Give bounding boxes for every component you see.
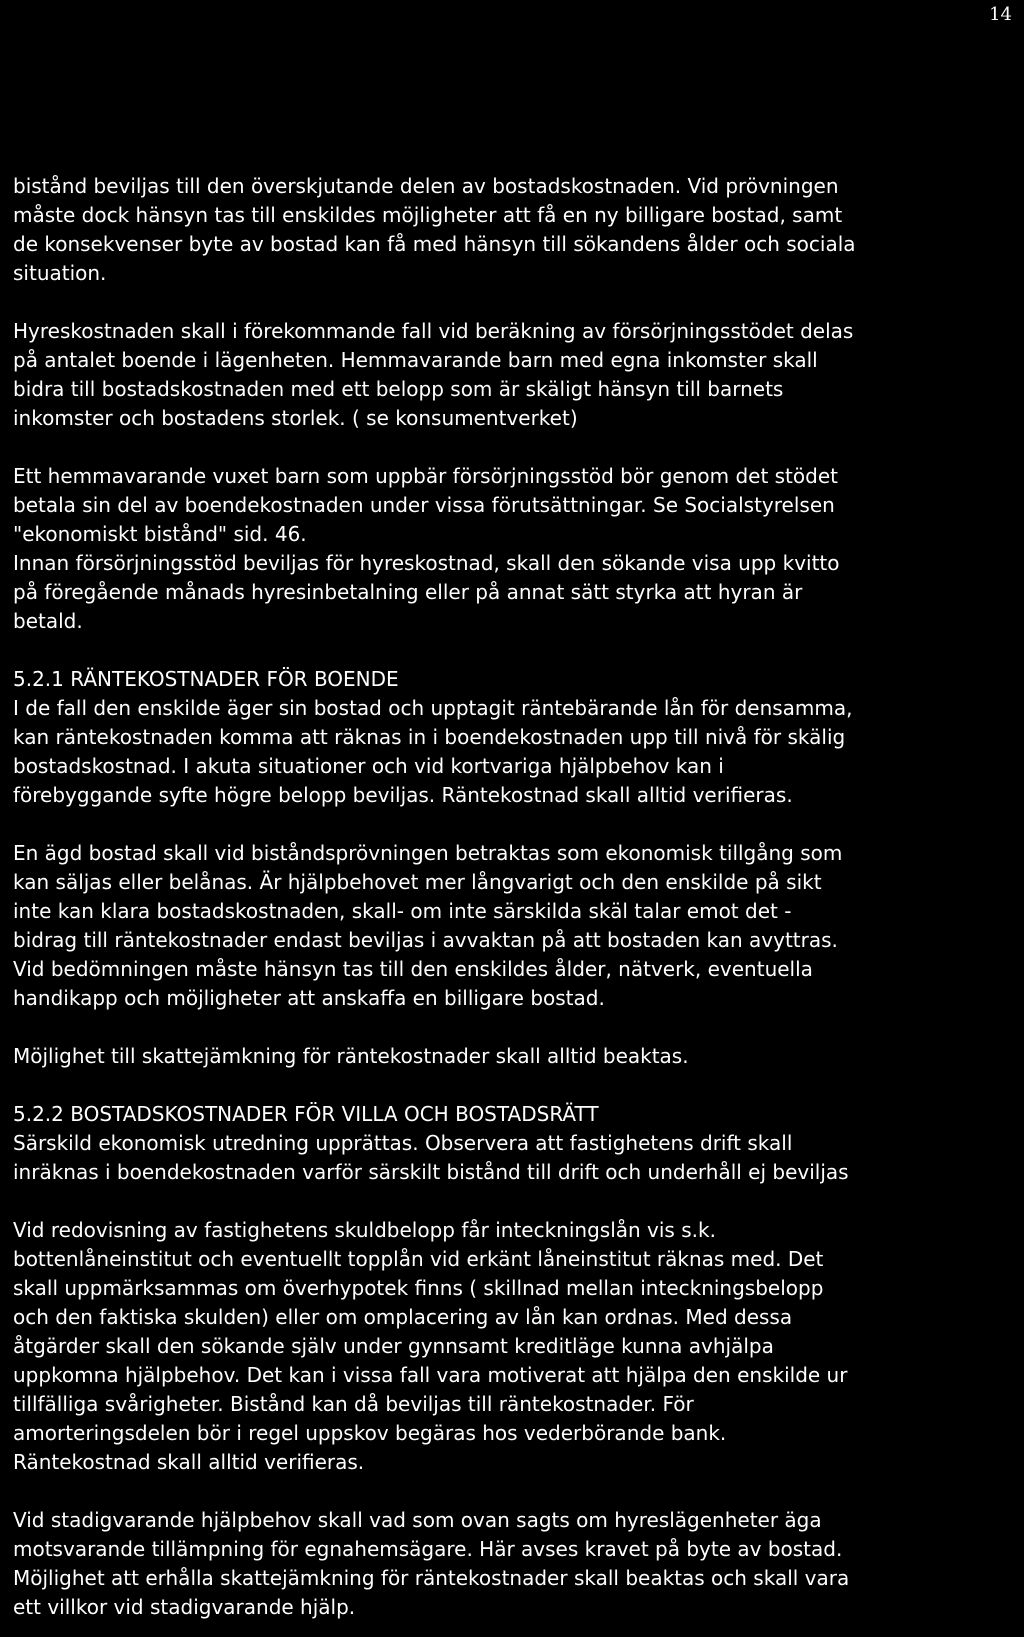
text-line: inte kan klara bostadskostnaden, skall- om inte särskilda skäl talar emot det - <box>13 899 792 923</box>
text-line: bistånd beviljas till den överskjutande delen av bostadskostnaden. Vid prövningen <box>13 174 839 198</box>
text-line: och den faktiska skulden) eller om omplacering av lån kan ordnas. Med dessa <box>13 1305 793 1329</box>
paragraph-gap <box>13 1071 1018 1100</box>
text-line: En ägd bostad skall vid biståndsprövningen betraktas som ekonomisk tillgång som <box>13 841 843 865</box>
paragraph-gap <box>13 1187 1018 1216</box>
text-line: Hyreskostnaden skall i förekommande fall vid beräkning av försörjningsstödet delas <box>13 319 854 343</box>
text-line: handikapp och möjligheter att anskaffa en billigare bostad. <box>13 986 605 1010</box>
text-line: bidra till bostadskostnaden med ett belopp som är skäligt hänsyn till barnets <box>13 377 784 401</box>
text-line: skall uppmärksammas om överhypotek finns ( skillnad mellan inteckningsbelopp <box>13 1276 824 1300</box>
paragraph-gap <box>13 636 1018 665</box>
page-number: 14 <box>989 4 1012 25</box>
paragraph-adult-child <box>13 462 1018 636</box>
text-line: förebyggande syfte högre belopp beviljas. Räntekostnad skall alltid verifieras. <box>13 783 793 807</box>
text-line: Räntekostnad skall alltid verifieras. <box>13 1450 365 1474</box>
text-line: uppkomna hjälpbehov. Det kan i vissa fall vara motiverat att hjälpa den enskilde ur <box>13 1363 848 1387</box>
text-line: Vid stadigvarande hjälpbehov skall vad som ovan sagts om hyreslägenheter äga <box>13 1508 822 1532</box>
section-heading: 5.2.1 RÄNTEKOSTNADER FÖR BOENDE <box>13 667 399 691</box>
text-line: de konsekvenser byte av bostad kan få med hänsyn till sökandens ålder och sociala <box>13 232 856 256</box>
paragraph-gap <box>13 1013 1018 1042</box>
text-line: på föregående månads hyresinbetalning eller på annat sätt styrka att hyran är <box>13 580 803 604</box>
text-line: inräknas i boendekostnaden varför särskilt bistånd till drift och underhåll ej beviljas <box>13 1160 849 1184</box>
text-line: amorteringsdelen bör i regel uppskov begäras hos vederbörande bank. <box>13 1421 727 1445</box>
document-body <box>13 172 1018 1622</box>
text-line: betala sin del av boendekostnaden under vissa förutsättningar. Se Socialstyrelsen <box>13 493 835 517</box>
text-line: kan säljas eller belånas. Är hjälpbehovet mer långvarigt och den enskilde på sikt <box>13 870 822 894</box>
text-line: Innan försörjningsstöd beviljas för hyreskostnad, skall den sökande visa upp kvitto <box>13 551 840 575</box>
text-line: kan räntekostnaden komma att räknas in i boendekostnaden upp till nivå för skälig <box>13 725 846 749</box>
paragraph-tax-adjustment <box>13 1042 1018 1071</box>
text-line: åtgärder skall den sökande själv under gynnsamt kreditläge kunna avhjälpa <box>13 1334 774 1358</box>
paragraph-gap <box>13 1477 1018 1506</box>
text-line: Ett hemmavarande vuxet barn som uppbär försörjningsstöd bör genom det stödet <box>13 464 838 488</box>
text-line: bottenlåneinstitut och eventuellt topplån vid erkänt låneinstitut räknas med. Det <box>13 1247 824 1271</box>
text-line: situation. <box>13 261 107 285</box>
text-line: betald. <box>13 609 83 633</box>
paragraph-owned-home <box>13 839 1018 1013</box>
text-line: bostadskostnad. I akuta situationer och vid kortvariga hjälpbehov kan i <box>13 754 724 778</box>
paragraph-debt-reporting <box>13 1216 1018 1477</box>
text-line: "ekonomiskt bistånd" sid. 46. <box>13 522 307 546</box>
text-line: Möjlighet till skattejämkning för räntekostnader skall alltid beaktas. <box>13 1044 689 1068</box>
section-5-2-1 <box>13 665 1018 810</box>
section-heading: 5.2.2 BOSTADSKOSTNADER FÖR VILLA OCH BOSTADSRÄTT <box>13 1102 599 1126</box>
text-line: Vid redovisning av fastighetens skuldbelopp får inteckningslån vis s.k. <box>13 1218 716 1242</box>
text-line: bidrag till räntekostnader endast beviljas i avvaktan på att bostaden kan avyttras. <box>13 928 838 952</box>
text-line: inkomster och bostadens storlek. ( se konsumentverket) <box>13 406 578 430</box>
paragraph-rent-division <box>13 317 1018 433</box>
paragraph-housing-cost-excess <box>13 172 1018 288</box>
text-line: Särskild ekonomisk utredning upprättas. Observera att fastighetens drift skall <box>13 1131 793 1155</box>
paragraph-gap <box>13 288 1018 317</box>
text-line: Möjlighet att erhålla skattejämkning för räntekostnader skall beaktas och skall vara <box>13 1566 850 1590</box>
text-line: motsvarande tillämpning för egnahemsägare. Här avses kravet på byte av bostad. <box>13 1537 843 1561</box>
text-line: I de fall den enskilde äger sin bostad och upptagit räntebärande lån för densamma, <box>13 696 853 720</box>
paragraph-gap <box>13 810 1018 839</box>
text-line: ett villkor vid stadigvarande hjälp. <box>13 1595 356 1619</box>
text-line: måste dock hänsyn tas till enskildes möjligheter att få en ny billigare bostad, samt <box>13 203 843 227</box>
text-line: tillfälliga svårigheter. Bistånd kan då beviljas till räntekostnader. För <box>13 1392 694 1416</box>
section-5-2-2 <box>13 1100 1018 1187</box>
paragraph-long-term-need <box>13 1506 1018 1622</box>
paragraph-gap <box>13 433 1018 462</box>
text-line: Vid bedömningen måste hänsyn tas till den enskildes ålder, nätverk, eventuella <box>13 957 813 981</box>
text-line: på antalet boende i lägenheten. Hemmavarande barn med egna inkomster skall <box>13 348 818 372</box>
